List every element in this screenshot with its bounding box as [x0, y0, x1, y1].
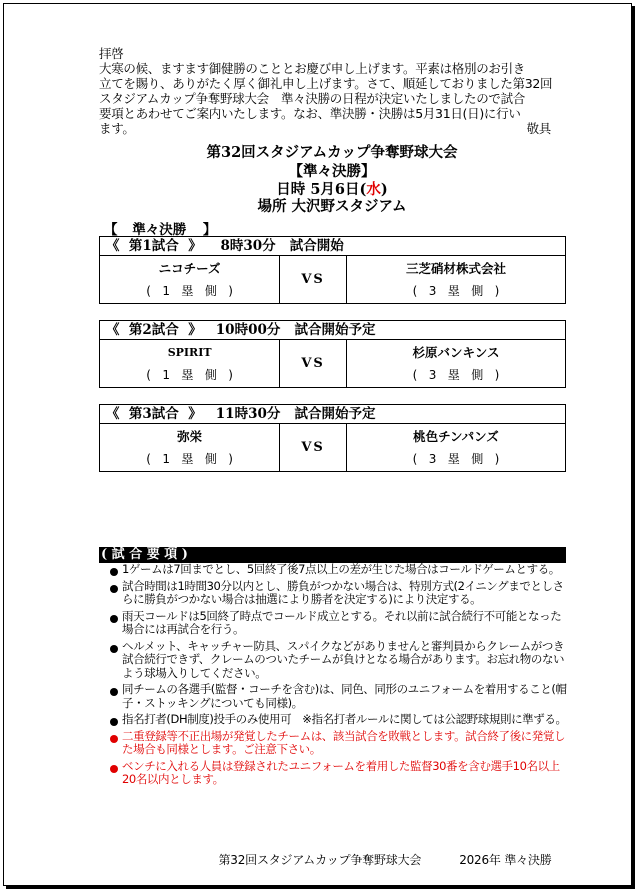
vs-label: VS	[279, 340, 347, 387]
bullet-icon	[110, 585, 118, 593]
bullet-icon	[110, 645, 118, 653]
rule-text: 二重登録等不正出場が発覚したチームは、該当試合を敗戦とします。試合終了後に発覚した場合も同様とします。ご注意下さい。	[122, 728, 566, 756]
team-name: 三芝硝材株式会社	[405, 261, 506, 276]
team-third-base	[347, 340, 565, 387]
team-side: ( 1 塁 側 )	[146, 368, 233, 382]
match-table-3	[99, 404, 566, 472]
match-header: 《 第1試合 》 8時30分 試合開始	[100, 237, 565, 256]
bullet-icon	[110, 718, 118, 726]
team-first-base	[100, 340, 279, 387]
team-side: ( 3 塁 側 )	[412, 452, 500, 466]
match-header: 《 第2試合 》 10時00分 試合開始予定	[100, 321, 565, 340]
bullet-icon	[110, 735, 118, 743]
letter-line: ます。	[99, 121, 135, 136]
rule-item	[110, 610, 568, 637]
letter-line-last	[99, 121, 561, 136]
footer-event-name: 第32回スタジアムカップ争奪野球大会	[218, 853, 422, 867]
letter-line: 大寒の候、ますます御健勝のこととお慶び申し上げます。平素は格別のお引き	[99, 61, 526, 76]
rule-item-warning	[110, 760, 568, 787]
section-label-text: 準々決勝	[132, 222, 187, 238]
date-text: 日時 5月6日(	[276, 181, 367, 198]
letter-line: 要項とあわせてご案内いたします。なお、準決勝・決勝は5月31日(日)に行い	[99, 106, 521, 121]
bullet-icon	[110, 568, 118, 576]
rule-text: 指名打者(DH制度)投手のみ使用可 ※指名打者ルールに関しては公認野球規則に準ずる。	[122, 712, 567, 726]
rule-text: ヘルメット、キャッチャー防具、スパイクなどがありませんと審判員からクレームがつき試合続行できず、クレームのついたチームが負けとなる場合があります。お忘れ物のないよう球場入りしてください。	[122, 638, 565, 680]
match-body	[100, 340, 565, 387]
team-side: ( 1 塁 側 )	[146, 284, 233, 298]
event-venue: 場所 大沢野スタジアム	[257, 198, 407, 215]
rule-item	[110, 683, 568, 710]
rule-text: 1ゲームは7回までとし、5回終了後7点以上の差が生じた場合はコールドゲームとする。	[122, 562, 560, 576]
team-name: SPIRIT	[167, 346, 212, 359]
rules-list	[110, 563, 568, 790]
rule-item	[110, 713, 568, 727]
team-name: 桃色チンパンズ	[413, 429, 499, 444]
team-third-base	[347, 424, 565, 471]
match-header: 《 第3試合 》 11時30分 試合開始予定	[100, 405, 565, 424]
match-body	[100, 256, 565, 303]
date-weekday: 水	[366, 181, 381, 198]
bullet-icon	[110, 615, 118, 623]
match-body	[100, 424, 565, 471]
greeting-letter	[99, 46, 561, 136]
rule-item	[110, 640, 568, 681]
team-name: 弥栄	[177, 429, 203, 444]
rule-text: 同チームの各選手(監督・コーチを含む)は、同色、同形のユニフォームを着用すること(帽子・ストッキングについても同様)。	[122, 682, 567, 710]
match-table-2	[99, 320, 566, 388]
letter-line: 立てを賜り、ありがたく厚く御礼申し上げます。さて、順延しておりました第32回	[99, 76, 553, 91]
team-third-base	[347, 256, 565, 303]
closing-salutation: 敬具	[526, 121, 551, 136]
team-side: ( 3 塁 側 )	[412, 368, 500, 382]
event-round: 【準々決勝】	[288, 163, 376, 180]
greeting-heading: 拝啓	[99, 46, 124, 61]
team-side: ( 1 塁 側 )	[146, 452, 233, 466]
rule-text: 試合時間は1時間30分以内とし、勝負がつかない場合は、特別方式(2イニングまでとしさらに勝負がつかない場合は抽選により勝者を決定する)により決定する。	[122, 578, 564, 606]
team-side: ( 3 塁 側 )	[412, 284, 500, 298]
bracket-close: 】	[202, 222, 217, 238]
bullet-icon	[110, 765, 118, 773]
vs-label: VS	[279, 424, 347, 471]
section-label	[104, 218, 216, 238]
team-name: ニコチーズ	[158, 261, 221, 276]
document-page	[3, 3, 632, 886]
team-name: 杉原バンキンス	[412, 345, 500, 360]
rule-item	[110, 580, 568, 607]
rule-text: ベンチに入れる人員は登録されたユニフォームを着用した監督30番を含む選手10名以上20名以内とします。	[122, 758, 560, 786]
rule-item-warning	[110, 730, 568, 757]
event-date	[99, 181, 565, 198]
vs-label: VS	[279, 256, 347, 303]
bullet-icon	[110, 688, 118, 696]
bracket-open: 【	[104, 222, 118, 238]
match-table-1	[99, 236, 566, 304]
letter-line: スタジアムカップ争奪野球大会 準々決勝の日程が決定いたしましたので試合	[99, 91, 526, 106]
rules-title-bar: ( 試 合 要 項 )	[99, 547, 566, 563]
event-title: 第32回スタジアムカップ争奪野球大会	[206, 144, 458, 161]
rule-item	[110, 563, 568, 577]
date-suffix: )	[380, 181, 388, 198]
team-first-base	[100, 256, 279, 303]
page-footer	[204, 837, 552, 882]
footer-round: 2026年 準々決勝	[459, 853, 552, 867]
team-first-base	[100, 424, 279, 471]
rule-text: 雨天コールドは5回終了時点でコールド成立とする。それ以前に試合続行不可能となった場合には再試合を行う。	[122, 608, 562, 636]
